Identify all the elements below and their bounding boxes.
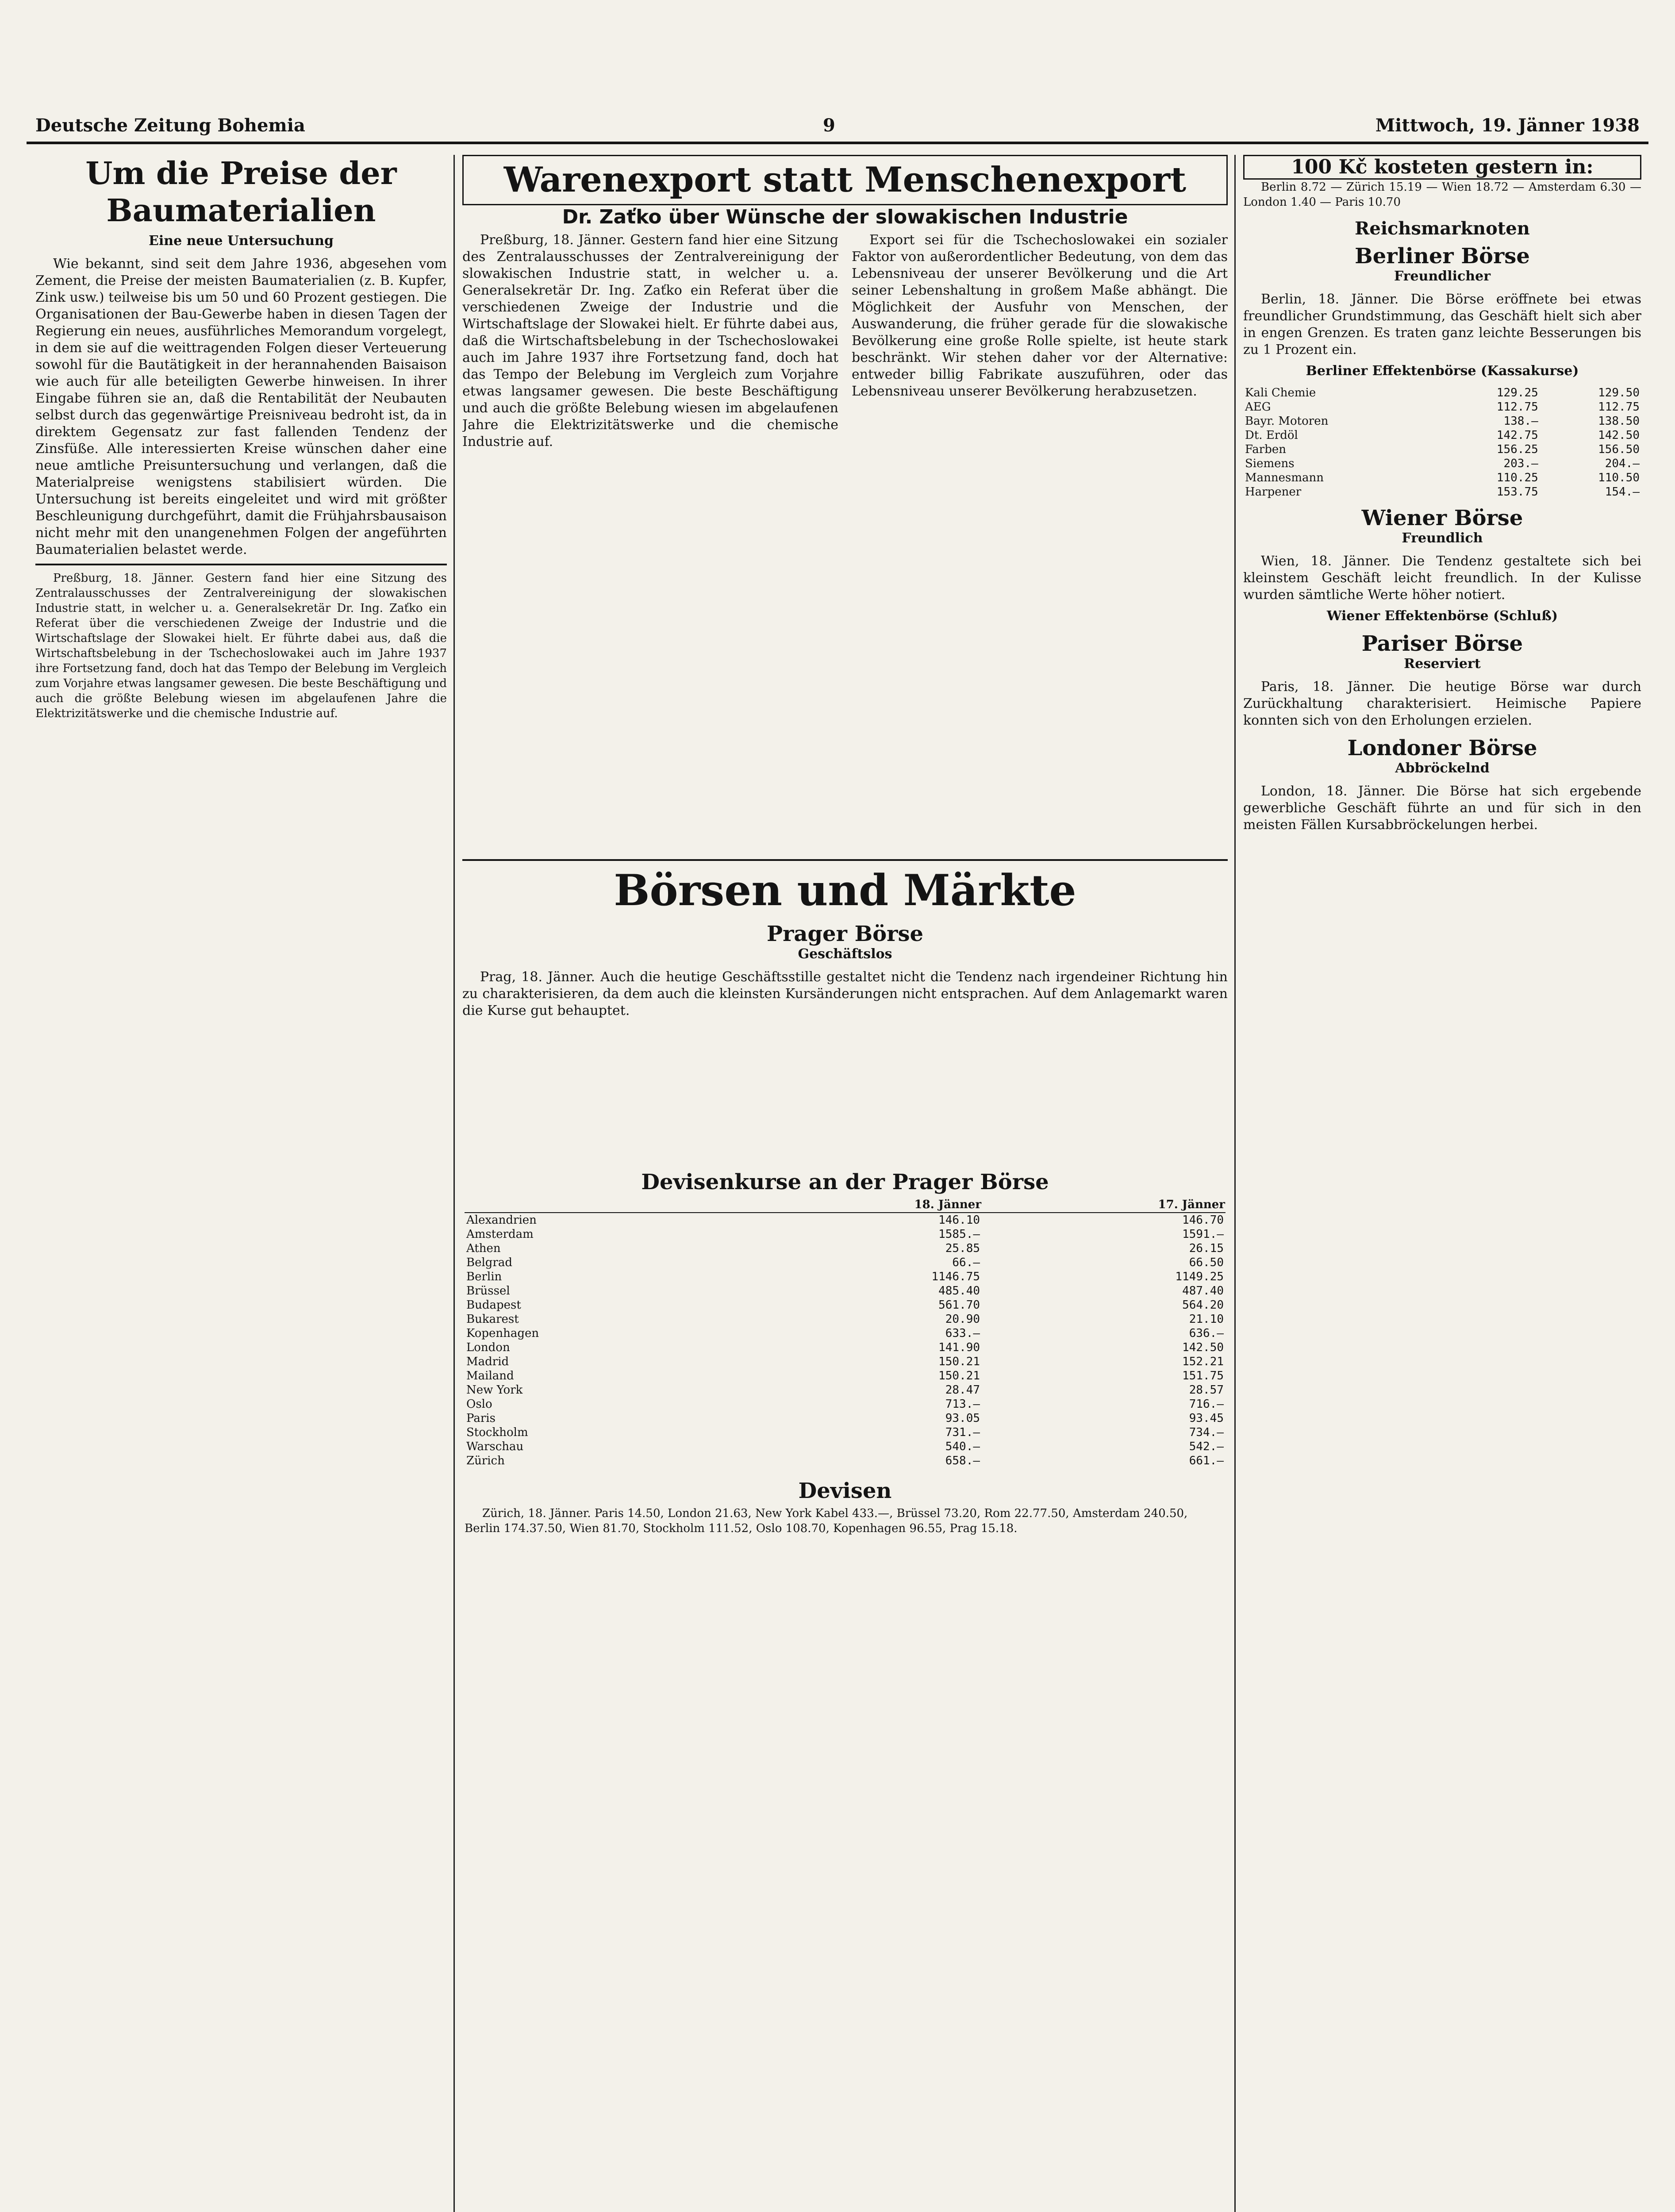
- devisen-cell: 66.—: [952, 1256, 980, 1269]
- devisen-cell: Stockholm: [466, 1426, 528, 1439]
- berliner-row: [1243, 442, 1641, 457]
- devisen-cell: 150.21: [938, 1355, 980, 1368]
- berliner-cell: 112.75: [1496, 400, 1538, 414]
- devisen-cell: Belgrad: [466, 1256, 513, 1269]
- devisen-table-block: [465, 1159, 1226, 1540]
- devisen-cell: 146.70: [1182, 1214, 1224, 1227]
- devisen-cell: 152.21: [1182, 1355, 1224, 1368]
- devisen-row: [465, 1270, 1226, 1284]
- berliner-cell: 153.75: [1496, 485, 1538, 499]
- devisen-table-title: Devisenkurse an der Prager Börse: [641, 1170, 1049, 1194]
- berliner-cell: Kali Chemie: [1245, 386, 1316, 399]
- devisen-section-title: Devisen: [798, 1479, 892, 1503]
- divider: [462, 859, 1228, 861]
- devisen-cell: Kopenhagen: [466, 1327, 539, 1340]
- devisen-cell: 66.50: [1189, 1256, 1224, 1269]
- koruny-text: Berlin 8.72 — Zürich 15.19 — Wien 18.72 — Amsterdam 6.30 — London 1.40 — Paris 10.70: [1243, 180, 1641, 209]
- berliner-cell: 110.50: [1598, 471, 1640, 484]
- devisen-cell: 1149.25: [1175, 1270, 1224, 1283]
- devisen-row: [465, 1454, 1226, 1468]
- berliner-table: [1243, 386, 1641, 499]
- devisen-row: [465, 1440, 1226, 1454]
- devisen-header-1: 18. Jänner: [738, 1197, 982, 1213]
- devisen-row: [465, 1213, 1226, 1227]
- berliner-row: [1243, 428, 1641, 442]
- devisen-cell: London: [466, 1341, 510, 1354]
- devisen-row: [465, 1312, 1226, 1326]
- berliner-text: Berlin, 18. Jänner. Die Börse eröffnete bei etwas freundlicher Grundstimmung, das Geschäft hielt sich aber in engen Grenzen. Es traten ganz leichte Besserungen bis zu 1 Prozent ein.: [1243, 292, 1641, 357]
- devisen-row: [465, 1227, 1226, 1241]
- devisen-row: [465, 1284, 1226, 1298]
- prager-boerse-title: Prager Börse: [766, 922, 924, 946]
- devisen-cell: Paris: [466, 1412, 496, 1425]
- devisen-cell: 150.21: [938, 1369, 980, 1382]
- boersen-block: [462, 854, 1228, 1164]
- devisen-cell: Madrid: [466, 1355, 509, 1368]
- devisen-cell: 564.20: [1182, 1298, 1224, 1312]
- berliner-cell: 156.50: [1598, 443, 1640, 456]
- devisen-row: [465, 1369, 1226, 1383]
- devisen-cell: 151.75: [1182, 1369, 1224, 1382]
- devisen-row: [465, 1397, 1226, 1411]
- devisen-cell: 28.57: [1189, 1383, 1224, 1397]
- koruny-title: 100 Kč kosteten gestern in:: [1243, 155, 1641, 180]
- devisen-table-body: [465, 1213, 1226, 1468]
- devisen-cell: 93.05: [945, 1412, 980, 1425]
- warenexport-text-2: Export sei für die Tschechoslowakei ein sozialer Faktor von außerordentlicher Bedeutung, von dem das Lebensniveau der unserer Bevölkerung und die Art seiner Lebenshaltung in großem Maße abhängt. Die Möglichkeit der Ausfuhr von Menschen, der Auswanderung, die früher gerade für die slowakische Bevölkerung eine große Rolle spielte, ist heute stark beschränkt. Wir stehen daher vor der Alternative: entweder billig Fabrikate auszuführen, oder das Lebensniveau unserer Bevölkerung herabzusetzen.: [852, 232, 1228, 399]
- masthead: [27, 115, 1648, 144]
- berliner-row: [1243, 386, 1641, 400]
- berliner-effekten-title: Berliner Effektenbörse (Kassakurse): [1306, 363, 1579, 379]
- berliner-cell: 154.—: [1605, 485, 1640, 499]
- berliner-cell: 203.—: [1503, 457, 1538, 470]
- berliner-row: [1243, 457, 1641, 471]
- berliner-cell: Harpener: [1245, 485, 1302, 499]
- berliner-row: [1243, 400, 1641, 414]
- masthead-page-number: 9: [823, 115, 835, 136]
- prager-boerse-text: Prag, 18. Jänner. Auch die heutige Geschäftsstille gestaltet nicht die Tendenz nach irgendeiner Richtung hin zu charakterisieren, da dem auch die kleinsten Kursänderungen nicht entsprachen. Auf dem Anlagemarkt waren die Kurse gut behauptet.: [462, 969, 1228, 1018]
- devisen-cell: 661.—: [1189, 1454, 1224, 1467]
- devisen-cell: 28.47: [945, 1383, 980, 1397]
- wiener-sub: Freundlich: [1402, 530, 1483, 546]
- berliner-cell: 129.25: [1496, 386, 1538, 399]
- berliner-cell: Mannesmann: [1245, 471, 1324, 484]
- devisen-cell: Zürich: [466, 1454, 505, 1467]
- berliner-cell: Farben: [1245, 443, 1286, 456]
- berliner-row: [1243, 471, 1641, 485]
- devisen-cell: 20.90: [945, 1313, 980, 1326]
- column-center-top: [462, 155, 1228, 863]
- devisen-row: [465, 1256, 1226, 1270]
- londoner-title: Londoner Börse: [1347, 736, 1537, 760]
- berliner-cell: 129.50: [1598, 386, 1640, 399]
- berliner-cell: 138.50: [1598, 415, 1640, 428]
- devisen-cell: 1146.75: [931, 1270, 980, 1283]
- warenexport-subhead: Dr. Zaťko über Wünsche der slowakischen Industrie: [562, 206, 1128, 228]
- berliner-cell: 142.50: [1598, 429, 1640, 442]
- devisen-cell: Brüssel: [466, 1284, 510, 1298]
- berliner-cell: AEG: [1245, 400, 1271, 414]
- devisen-row: [465, 1355, 1226, 1369]
- berliner-row: [1243, 485, 1641, 499]
- wiener-schluss-title: Wiener Effektenbörse (Schluß): [1326, 608, 1558, 624]
- devisen-cell: 146.10: [938, 1214, 980, 1227]
- baumaterial-text: Wie bekannt, sind seit dem Jahre 1936, abgesehen vom Zement, die Preise der meisten Baumaterialien (z. B. Kupfer, Zink usw.) teilweise bis um 50 und 60 Prozent gestiegen. Die Organisationen der Bau-Gewerbe haben in diesen Tagen der Regierung ein neues, ausführliches Memorandum vorgelegt, in dem sie auf die weittragenden Folgen dieser Verteuerung sowohl für die Bautätigkeit in der herannahenden Baisaison wie auch für alle beteiligten Gewerbe hinweisen. In ihrer Eingabe führen sie an, daß die Rentabilität der Neubauten selbst durch das gegenwärtige Preisniveau bedroht ist, da in direktem Gegensatz zur fast fallenden Tendenz der Zinsfüße. Alle interessierten Kreise wünschen daher eine neue amtliche Preisuntersuchung und verlangen, daß die Materialpreise wenigstens stabilisiert würden. Die Untersuchung ist bereits eingeleitet und wird mit größter Beschleunigung durchgeführt, damit die Frühjahrsbausaison nicht mehr mit den unangenehmen Folgen der angeführten Baumaterialien belastet werde.: [35, 256, 447, 557]
- devisen-cell: Amsterdam: [466, 1228, 534, 1241]
- devisen-cell: Athen: [466, 1242, 501, 1255]
- devisen-row: [465, 1340, 1226, 1355]
- berliner-cell: 156.25: [1496, 443, 1538, 456]
- devisen-table: [465, 1197, 1226, 1468]
- berliner-cell: Siemens: [1245, 457, 1295, 470]
- devisen-cell: 542.—: [1189, 1440, 1224, 1453]
- wiener-text: Wien, 18. Jänner. Die Tendenz gestaltete sich bei kleinstem Geschäft leicht freundlich. In der Kulisse wurden sämtliche Werte höher notiert.: [1243, 553, 1641, 603]
- warenexport-headline: Warenexport statt Menschenexport: [462, 155, 1228, 205]
- berliner-sub: Freundlicher: [1394, 269, 1491, 284]
- berliner-cell: 112.75: [1598, 400, 1640, 414]
- wiener-title: Wiener Börse: [1361, 506, 1523, 530]
- devisen-cell: Warschau: [466, 1440, 524, 1453]
- devisen-cell: 141.90: [938, 1341, 980, 1354]
- devisen-cell: 21.10: [1189, 1313, 1224, 1326]
- devisen-row: [465, 1425, 1226, 1440]
- devisen-cell: Bukarest: [466, 1313, 519, 1326]
- column-rule: [1234, 155, 1236, 2212]
- devisen-cell: 636.—: [1189, 1327, 1224, 1340]
- devisen-cell: 716.—: [1189, 1398, 1224, 1411]
- devisen-cell: 731.—: [945, 1426, 980, 1439]
- masthead-date: Mittwoch, 19. Jänner 1938: [1375, 115, 1640, 136]
- devisen-cell: 26.15: [1189, 1242, 1224, 1255]
- devisen-cell: 487.40: [1182, 1284, 1224, 1298]
- devisen-row: [465, 1326, 1226, 1340]
- pariser-sub: Reserviert: [1404, 656, 1481, 672]
- newspaper-page: [27, 27, 1648, 2212]
- berliner-cell: 142.75: [1496, 429, 1538, 442]
- berliner-cell: 110.25: [1496, 471, 1538, 484]
- baumaterial-subhead: Eine neue Untersuchung: [149, 233, 334, 249]
- devisen-row: [465, 1383, 1226, 1397]
- berliner-cell: 138.—: [1503, 415, 1538, 428]
- devisen-cell: Budapest: [466, 1298, 521, 1312]
- berliner-cell: 204.—: [1605, 457, 1640, 470]
- devisen-cell: 485.40: [938, 1284, 980, 1298]
- filler-text: Preßburg, 18. Jänner. Gestern fand hier eine Sitzung des Zentralausschusses der Zentralvereinigung der slowakischen Industrie statt, in welcher u. a. Generalsekretär Dr. Ing. Zaťko ein Referat über die verschiedenen Zweige der Industrie und die Wirtschaftslage der Slowakei hielt. Er führte dabei aus, daß die Wirtschaftsbelebung in der Tschechoslowakei auch im Jahre 1937 ihre Fortsetzung fand, doch hat das Tempo der Belebung im Vergleich zum Vorjahre etwas langsamer gewesen. Die beste Beschäftigung und auch die größte Belebung wiesen im abgelaufenen Jahre die Elektrizitätswerke und die chemische Industrie auf.: [35, 572, 447, 720]
- pariser-text: Paris, 18. Jänner. Die heutige Börse war durch Zurückhaltung charakterisiert. Heimische Papiere konnten sich von den Erholungen erzielen.: [1243, 679, 1641, 728]
- berliner-title: Berliner Börse: [1355, 244, 1530, 269]
- devisen-row: [465, 1411, 1226, 1425]
- devisen-cell: 25.85: [945, 1242, 980, 1255]
- devisen-cell: Berlin: [466, 1270, 502, 1283]
- baumaterial-headline: Um die Preise der Baumaterialien: [85, 155, 397, 229]
- devisen-cell: 713.—: [945, 1398, 980, 1411]
- berliner-cell: Bayr. Motoren: [1245, 415, 1329, 428]
- berliner-row: [1243, 414, 1641, 428]
- berliner-table-body: [1243, 386, 1641, 499]
- boersen-title: Börsen und Märkte: [614, 865, 1076, 915]
- divider: [35, 564, 447, 565]
- devisen-cell: 1585.—: [938, 1228, 980, 1241]
- column-right: [1243, 155, 1641, 2212]
- devisen-cell: 734.—: [1189, 1426, 1224, 1439]
- column-rule: [453, 155, 455, 2212]
- berliner-cell: Dt. Erdöl: [1245, 429, 1298, 442]
- reichsmark-title: Reichsmarknoten: [1355, 218, 1530, 239]
- londoner-text: London, 18. Jänner. Die Börse hat sich ergebende gewerbliche Geschäft führte an und für sich in den meisten Fällen Kursabbröckelungen herbei.: [1243, 783, 1641, 833]
- devisen-cell: Mailand: [466, 1369, 514, 1382]
- devisen-cell: 658.—: [945, 1454, 980, 1467]
- column-left: [35, 155, 447, 2212]
- devisen-section-text: Zürich, 18. Jänner. Paris 14.50, London 21.63, New York Kabel 433.—, Brüssel 73.20, Rom 22.77.50, Amsterdam 240.50, Berlin 174.37.50, Wien 81.70, Stockholm 111.52, Oslo 108.70, Kopenhagen 96.55, Prag 15.18.: [465, 1507, 1188, 1535]
- devisen-cell: 540.—: [945, 1440, 980, 1453]
- devisen-cell: New York: [466, 1383, 523, 1397]
- devisen-cell: 561.70: [938, 1298, 980, 1312]
- devisen-cell: 633.—: [945, 1327, 980, 1340]
- devisen-cell: 142.50: [1182, 1341, 1224, 1354]
- londoner-sub: Abbröckelnd: [1395, 760, 1490, 776]
- devisen-cell: 1591.—: [1182, 1228, 1224, 1241]
- devisen-row: [465, 1298, 1226, 1312]
- devisen-row: [465, 1241, 1226, 1256]
- devisen-cell: Oslo: [466, 1398, 492, 1411]
- masthead-paper: Deutsche Zeitung Bohemia: [35, 115, 305, 136]
- devisen-header-2: 17. Jänner: [982, 1197, 1226, 1213]
- warenexport-text-1: Preßburg, 18. Jänner. Gestern fand hier eine Sitzung des Zentralausschusses der Zentralvereinigung der slowakischen Industrie statt, in welcher u. a. Generalsekretär Dr. Ing. Zaťko ein Referat über die verschiedenen Zweige der Industrie und die Wirtschaftslage der Slowakei hielt. Er führte dabei aus, daß die Wirtschaftsbelebung in der Tschechoslowakei auch im Jahre 1937 ihre Fortsetzung fand, doch hat das Tempo der Belebung im Vergleich zum Vorjahre etwas langsamer gewesen. Die beste Beschäftigung und auch die größte Belebung wiesen im abgelaufenen Jahre die Elektrizitätswerke und die chemische Industrie auf.: [462, 232, 838, 449]
- prager-boerse-sub: Geschäftslos: [798, 946, 892, 962]
- pariser-title: Pariser Börse: [1361, 631, 1523, 656]
- devisen-cell: 93.45: [1189, 1412, 1224, 1425]
- devisen-cell: Alexandrien: [466, 1214, 537, 1227]
